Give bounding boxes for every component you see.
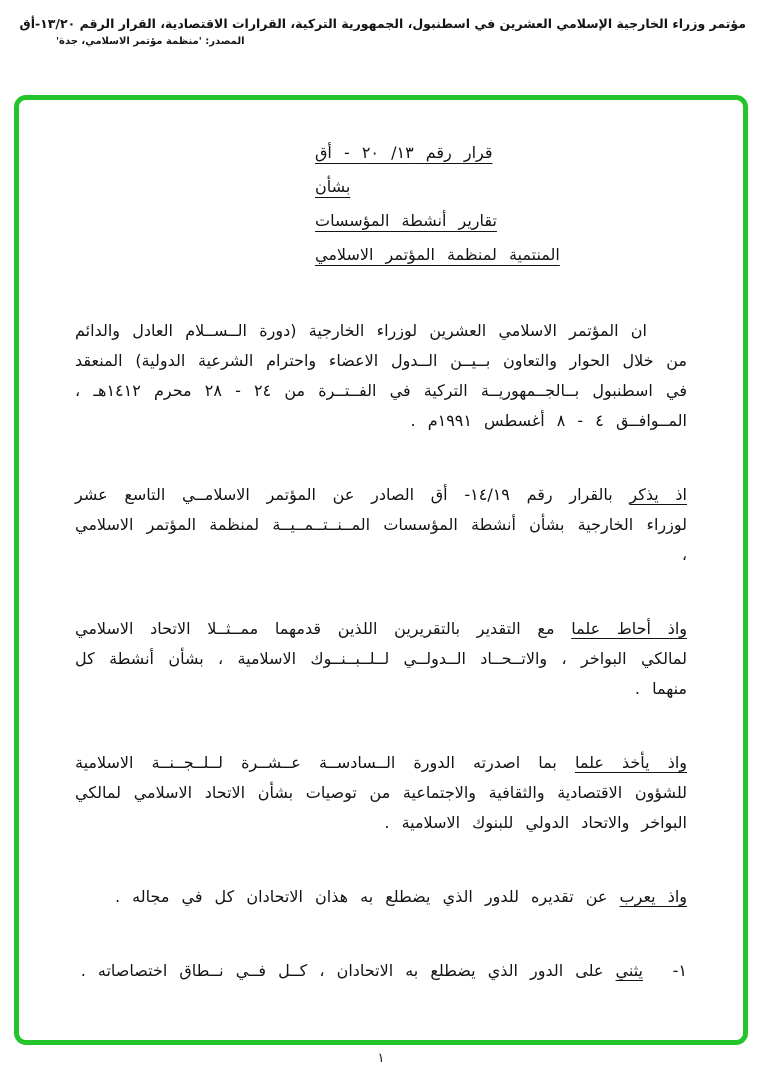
clause-lead: واذ يأخذ علما [574, 753, 687, 772]
item-lead: يثني [615, 961, 643, 980]
clause-lead: واذ أحاط علما [571, 619, 687, 638]
clause-paragraph-1 [75, 480, 687, 570]
scan-border-frame [14, 95, 748, 1045]
source-label: المصدر: [205, 36, 245, 47]
item-text [75, 956, 643, 986]
clause-paragraph-2 [75, 614, 687, 704]
header-citation: مؤتمر وزراء الخارجية الإسلامي العشرين في اسطنبول، الجمهورية التركية، القرارات الاقتصادية، القرار الرقم ١٣/٢٠-أق [19, 16, 746, 31]
header-source [16, 36, 746, 47]
resolution-subject-word: بشأن [315, 177, 351, 196]
item-rest: على الدور الذي يضطلع به الاتحادان ، كــل فــي نــطاق اختصاصاته . [80, 961, 604, 980]
resolution-subject-line2: المنتمية لمنظمة المؤتمر الاسلامي [315, 245, 560, 264]
preamble-paragraph [75, 316, 687, 436]
resolution-subject-line1: تقارير أنشطة المؤسسات [315, 211, 497, 230]
resolution-title-block [75, 136, 687, 272]
clause-text: عن تقديره للدور الذي يضطلع به هذان الاتحادان كل في مجاله . [115, 887, 608, 906]
page-number: ١ [377, 1051, 385, 1066]
document-header [0, 0, 762, 47]
clause-text: مع التقدير بالتقريرين اللذين قدمهما ممــثــلا الاتحاد الاسلامي لمالكي البواخر ، والاتــحــاد الــدولــي لــلــبــنــوك الاسلامية ، بشأن أنشطة كل منهما . [75, 619, 687, 698]
clause-text: بالقرار رقم ١٤/١٩- أق الصادر عن المؤتمر الاسلامــي التاسع عشر لوزراء الخارجية بشأن أنشطة المؤسسات المــنــتــمــيــة لمنظمة المؤتمر الاسلامي ، [75, 485, 687, 564]
clause-lead: اذ يذكر [629, 485, 687, 504]
source-value: 'منظمة مؤتمر الاسلامي، جدة' [56, 36, 202, 47]
resolution-number-line: قرار رقم ١٣/ ٢٠ - أق [315, 143, 493, 162]
clause-paragraph-4 [75, 882, 687, 912]
clause-paragraph-3 [75, 748, 687, 838]
clause-text: بما اصدرته الدورة الــسادســة عــشــرة لــلــجــنــة الاسلامية للشؤون الاقتصادية والثقافية والاجتماعية من توصيات بشأن الاتحاد الاسلامي لمالكي البواخر والاتحاد الدولي للبنوك الاسلامية . [75, 753, 687, 832]
item-number: ١- [672, 961, 687, 980]
resolution-body [19, 100, 743, 986]
clause-lead: واذ يعرب [619, 887, 687, 906]
preamble-text: ان المؤتمر الاسلامي العشرين لوزراء الخارجية (دورة الــســلام العادل والدائم من خلال الحوار والتعاون بــيــن الــدول الاعضاء واحترام الشرعية الدولية) المنعقد في اسطنبول بــالجــمهوريــة التركية في الفــتــرة من ٢٤ - ٢٨ محرم ١٤١٢هـ ، المــوافــق ٤ - ٨ أغسطس ١٩٩١م . [75, 321, 687, 430]
operative-item-1 [75, 956, 687, 986]
